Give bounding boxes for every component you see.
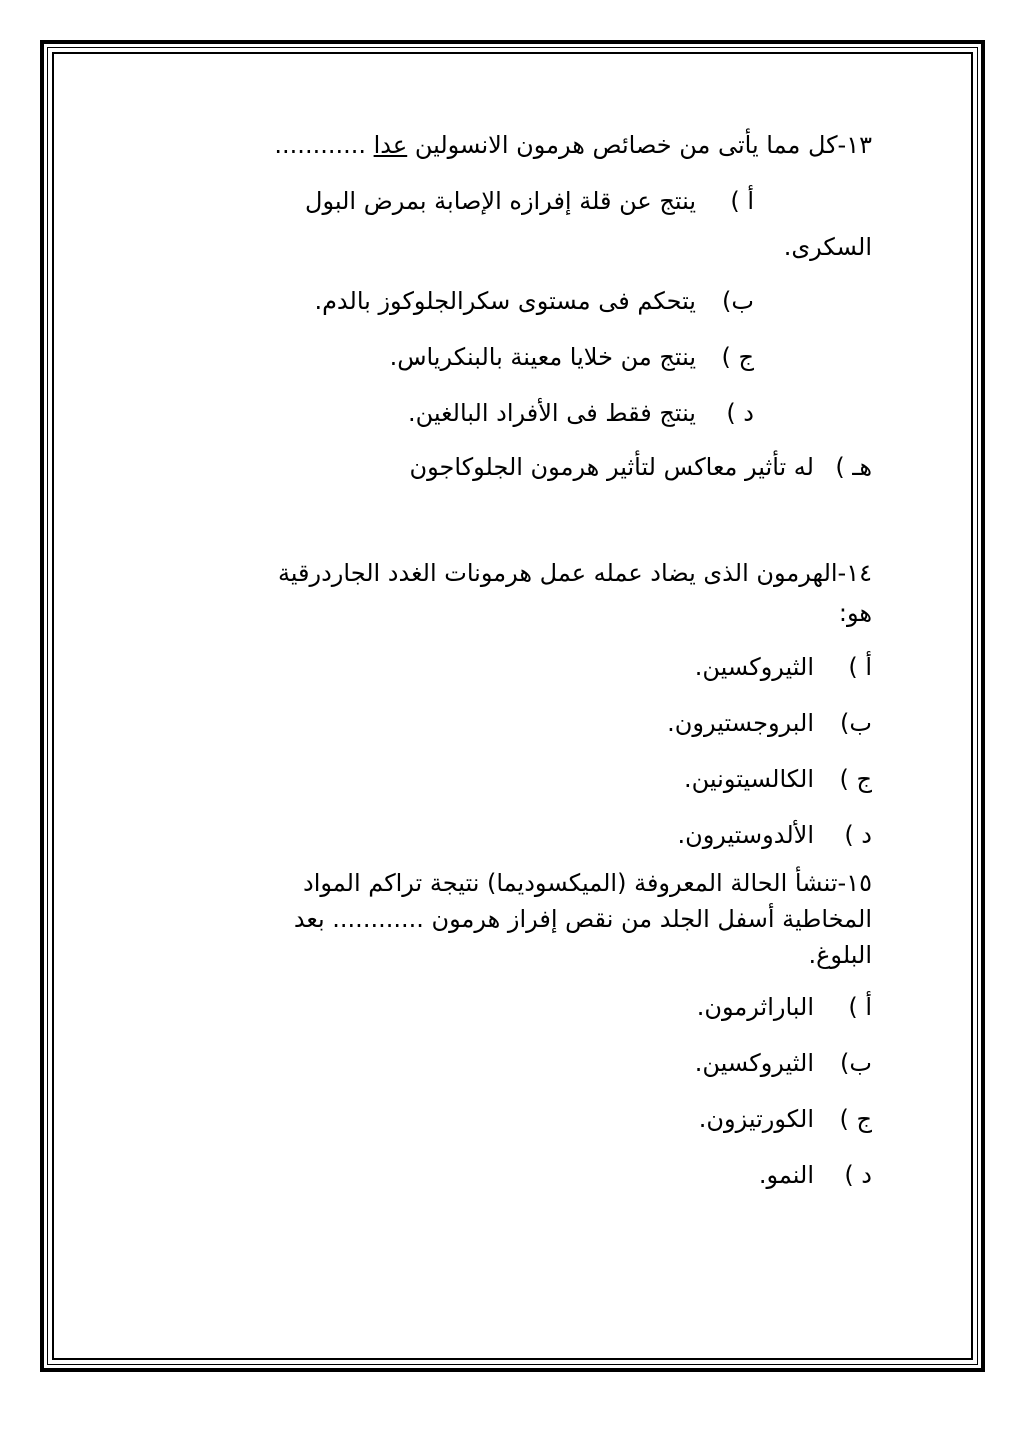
option-text: ينتج عن قلة إفرازه الإصابة بمرض البول <box>305 187 696 215</box>
question-14-option-c <box>150 762 872 796</box>
option-letter: ج ) <box>721 343 754 371</box>
option-text: له تأثير معاكس لتأثير هرمون الجلوكاجون <box>409 453 814 481</box>
question-14-stem-line1: ١٤-الهرمون الذى يضاد عمله عمل هرمونات الغدد الجاردرقية <box>277 559 872 587</box>
option-text: النمو. <box>758 1161 814 1189</box>
question-15-option-b <box>150 1046 872 1080</box>
option-text: الباراثرمون. <box>696 993 814 1021</box>
option-letter: د ) <box>844 821 872 849</box>
option-letter: أ ) <box>848 653 872 681</box>
question-13-stem <box>150 128 872 162</box>
option-continuation: السكرى. <box>783 233 872 261</box>
option-letter: أ ) <box>730 187 754 215</box>
option-letter: ب) <box>722 287 754 315</box>
question-13-option-a <box>150 184 872 264</box>
option-letter: د ) <box>726 399 754 427</box>
question-15-option-c <box>150 1102 872 1136</box>
option-text: البروجستيرون. <box>667 709 814 737</box>
question-13-option-c <box>150 340 754 374</box>
question-13-option-e <box>150 450 872 484</box>
question-13-stem-underlined: عدا <box>373 131 408 159</box>
option-text: الثيروكسين. <box>694 653 814 681</box>
question-14-option-a <box>150 650 872 684</box>
question-13-option-d <box>150 396 754 430</box>
option-text: الكالسيتونين. <box>684 765 814 793</box>
option-text: الكورتيزون. <box>698 1105 814 1133</box>
question-15-option-d <box>150 1158 872 1192</box>
question-13-stem-suffix: ............ <box>274 131 374 159</box>
question-15-option-a <box>150 990 872 1024</box>
option-text: الألدوستيرون. <box>677 821 814 849</box>
option-letter: ب) <box>840 709 872 737</box>
option-text: يتحكم فى مستوى سكرالجلوكوز بالدم. <box>314 287 696 315</box>
option-letter: ب) <box>840 1049 872 1077</box>
question-15-stem-line2: المخاطية أسفل الجلد من نقص إفراز هرمون ............ بعد <box>293 905 872 933</box>
question-14-option-d <box>150 818 872 852</box>
option-letter: هـ ) <box>835 453 872 481</box>
option-text: ينتج فقط فى الأفراد البالغين. <box>407 399 696 427</box>
option-text: الثيروكسين. <box>694 1049 814 1077</box>
question-14-option-b <box>150 706 872 740</box>
worksheet-content <box>150 118 872 1192</box>
option-letter: أ ) <box>848 993 872 1021</box>
option-letter: ج ) <box>839 1105 872 1133</box>
question-13-stem-prefix: ١٣-كل مما يأتى من خصائص هرمون الانسولين <box>414 131 872 159</box>
question-13-option-b <box>150 284 754 318</box>
option-letter: د ) <box>844 1161 872 1189</box>
question-14-stem-line2: هو: <box>838 599 872 627</box>
option-text: ينتج من خلايا معينة بالبنكرياس. <box>389 343 696 371</box>
question-15-stem-line3: البلوغ. <box>808 941 872 969</box>
question-15-stem-line1: ١٥-تنشأ الحالة المعروفة (الميكسوديما) نتيجة تراكم المواد <box>303 869 872 897</box>
option-letter: ج ) <box>839 765 872 793</box>
